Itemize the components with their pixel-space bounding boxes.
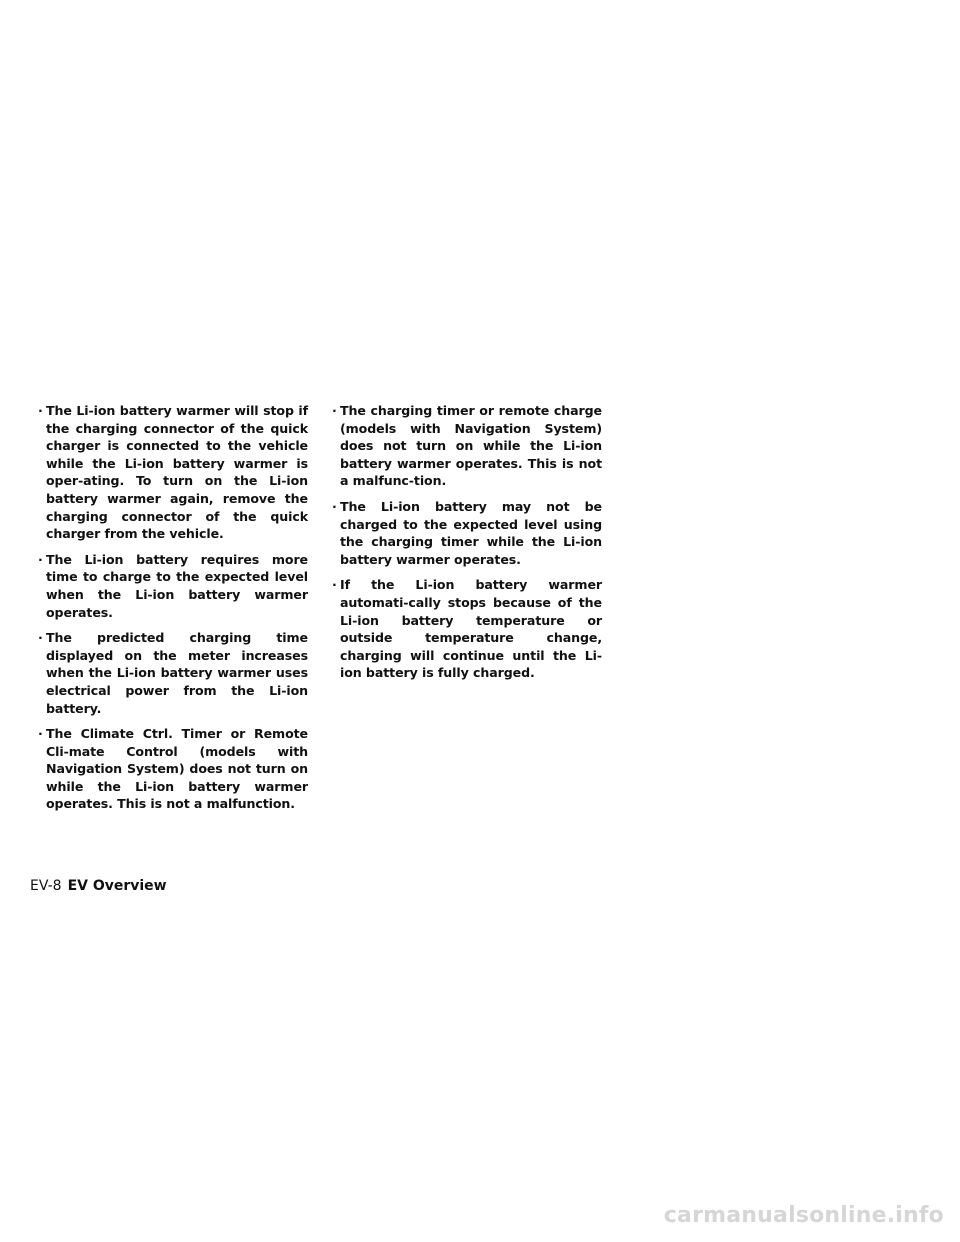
bullet-item bbox=[38, 551, 308, 621]
bullet-text: The Li-ion battery warmer will stop if the charging connector of the quick charger is connected to the vehicle while the Li-ion battery warmer is oper-ating. To turn on the Li-ion battery warmer again, remove the charging connector of the quick charger from the vehicle. bbox=[46, 403, 308, 542]
bullet-item bbox=[332, 402, 602, 490]
bullet-mark: · bbox=[38, 551, 43, 567]
page-footer bbox=[30, 877, 167, 895]
bullet-item bbox=[332, 498, 602, 568]
bullet-item bbox=[332, 576, 602, 682]
bullet-text: If the Li-ion battery warmer automati-cally stops because of the Li-ion battery temperature or outside temperature change, charging will continue until the Li-ion battery is fully charged. bbox=[340, 577, 602, 681]
bullet-item bbox=[38, 725, 308, 813]
bullet-text: The Li-ion battery may not be charged to the expected level using the charging timer while the Li-ion battery warmer operates. bbox=[340, 498, 602, 567]
section-title: EV Overview bbox=[67, 878, 167, 894]
watermark-link[interactable]: carmanualsonline.info bbox=[663, 1203, 944, 1228]
bullet-item bbox=[38, 402, 308, 543]
bullet-mark: · bbox=[332, 577, 337, 593]
bullet-item bbox=[38, 629, 308, 717]
bullet-text: The Climate Ctrl. Timer or Remote Cli-mate Control (models with Navigation System) does not turn on while the Li-ion battery warmer operates. This is not a malfunction. bbox=[46, 726, 308, 812]
bullet-mark: · bbox=[332, 403, 337, 418]
bullet-mark: · bbox=[38, 630, 43, 646]
page-number: EV-8 bbox=[30, 878, 62, 894]
bullet-text: The charging timer or remote charge (models with Navigation System) does not turn on while the Li-ion battery warmer operates. This is not a malfunc-tion. bbox=[340, 403, 602, 489]
bullet-text: The Li-ion battery requires more time to charge to the expected level when the Li-ion battery warmer operates. bbox=[46, 551, 308, 620]
bullet-mark: · bbox=[38, 726, 43, 742]
right-column bbox=[332, 402, 602, 690]
bullet-text: The predicted charging time displayed on the meter increases when the Li-ion battery warmer uses electrical power from the Li-ion battery. bbox=[46, 630, 308, 716]
left-column bbox=[38, 402, 308, 821]
bullet-mark: · bbox=[332, 498, 337, 514]
bullet-mark: · bbox=[38, 403, 43, 418]
